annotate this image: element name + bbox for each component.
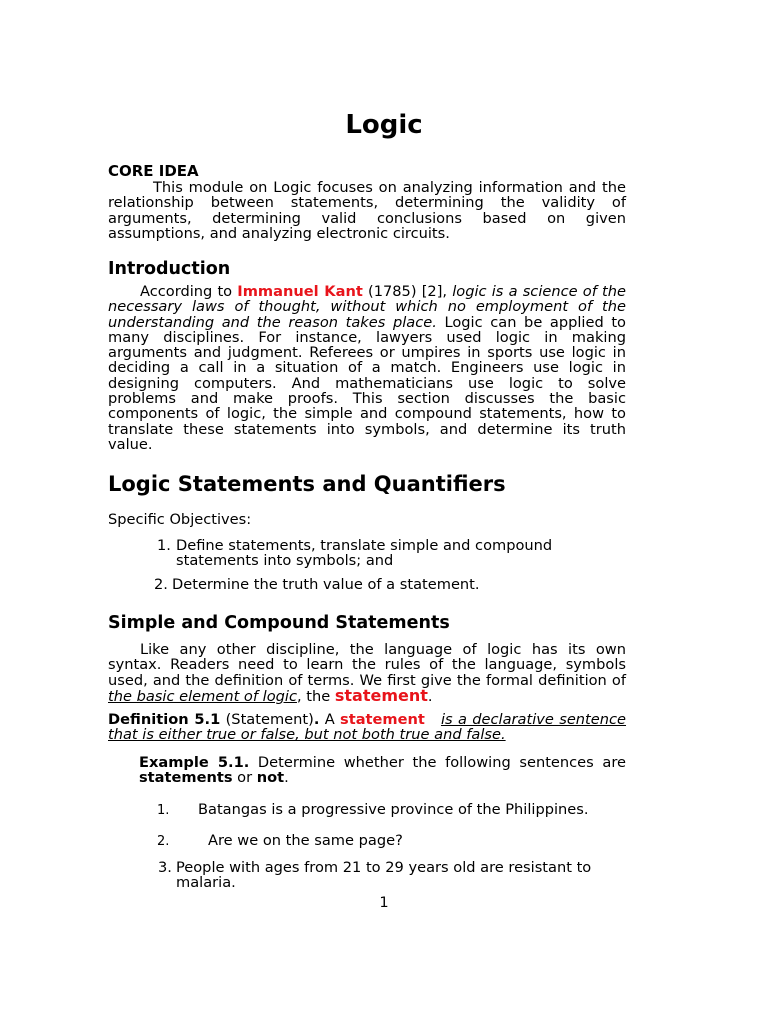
objectives-label: Specific Objectives:	[108, 511, 252, 528]
definition-paragraph	[108, 712, 626, 743]
simple-compound-text	[108, 642, 626, 704]
introduction-heading: Introduction	[108, 259, 231, 279]
list-item-number: 3.	[158, 859, 172, 876]
objective-text: Determine the truth value of a statement.	[172, 576, 480, 593]
example-paragraph	[139, 755, 626, 786]
objective-number: 2.	[154, 576, 168, 593]
author-name: Immanuel Kant	[237, 283, 363, 300]
definition-text: is a declarative sentence that is either true or false, but not both true and false.	[108, 711, 627, 744]
list-item: Batangas is a progressive province of the Philippines.	[198, 801, 589, 818]
definition-article: A	[319, 711, 341, 728]
objective-number: 1.	[157, 537, 171, 554]
core-idea-heading: CORE IDEA	[108, 162, 199, 180]
core-idea-text: This module on Logic focuses on analyzing information and the relationship between statements, determining the validity of arguments, determining valid conclusions based on given assumptions, and analyzing electronic circuits.	[108, 179, 626, 242]
example-text: Determine whether the following sentences are	[249, 754, 626, 771]
list-item: Are we on the same page?	[208, 832, 403, 849]
example-bold-statements: statements	[139, 769, 233, 787]
simple-compound-heading: Simple and Compound Statements	[108, 613, 450, 633]
definition-term: statement	[340, 711, 425, 728]
intro-pre: According to	[140, 283, 238, 300]
section-heading: Logic Statements and Quantifiers	[108, 472, 506, 496]
objective-text: Define statements, translate simple and compound statements into symbols; and	[176, 537, 553, 569]
example-bold-not: not	[256, 769, 285, 787]
sc-text-end: .	[427, 687, 433, 705]
definition-label: Definition 5.1	[108, 711, 221, 728]
statement-term: statement	[334, 685, 428, 705]
introduction-text	[108, 284, 626, 452]
example-end: .	[284, 769, 289, 787]
page-number: 1	[379, 894, 389, 911]
intro-rest: Logic can be applied to many disciplines. For instance, lawyers used logic in making arguments and judgment. Referees or umpires in sports use logic in deciding a call in a situation of a match. Engineers use logic in designing computers. And mathematicians use logic to solve problems and make proofs. This section discusses the basic components of logic, the simple and compound statements, how to translate these statements into symbols, and determine its truth value.	[108, 313, 626, 453]
kant-quote: logic is a science of the necessary laws of thought, without which no employment of the understanding and the reason takes place.	[108, 283, 626, 331]
sc-text-mid: , the	[296, 687, 335, 705]
sc-underlined-text: the basic element of logic	[108, 687, 297, 705]
definition-dot: .	[313, 711, 320, 728]
example-or: or	[232, 769, 257, 787]
example-label: Example 5.1.	[139, 754, 250, 771]
sc-text-pre: Like any other discipline, the language of logic has its own syntax. Readers need to learn the rules of the language, symbols used, and the definition of terms. We first give the formal definition of	[108, 641, 626, 689]
list-item: People with ages from 21 to 29 years old are resistant to malaria.	[176, 859, 592, 891]
list-item-number: 2.	[157, 834, 170, 849]
intro-citation: (1785) [2],	[362, 283, 453, 300]
definition-paren: (Statement)	[220, 711, 314, 728]
page-title: Logic	[345, 110, 423, 140]
list-item-number: 1.	[157, 803, 170, 818]
